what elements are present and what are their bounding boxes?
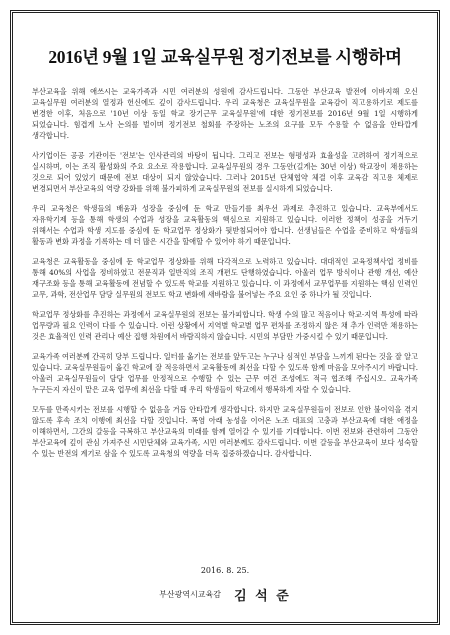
body-paragraph-1: 부산교육을 위해 애쓰시는 교육가족과 시민 여러분의 성원에 감사드립니다. 그동안 부산교육 발전에 이바지해 오신 교육실무원 여러분의 열정과 헌신에도 깊이 감사드립니다. 우리 교육청은 교육실무원을 교육감이 직고용하기로 제도를 변경한 이후, 처음으로 '10년 이상 동일 학교 장기근무 교육실무원'에 대한 정기전보를 2016년 9월 1일 시행하게 되었습니다. 힘겹게 노사 논의를 벌이며 정기전보 철회를 주장하는 노조의 요구를 모두 수용할 수 없음을 안타깝게 생각합니다. [32, 87, 418, 140]
letter-body [32, 86, 418, 468]
body-paragraph-4: 교육청은 교육활동을 중심에 둔 학교업무 정상화를 위해 다각적으로 노력하고 있습니다. 대대적인 교육정책사업 정비를 통해 40%의 사업을 정비하였고 전문직과 일반직의 조직 개편도 단행하였습니다. 아울러 업무 방식이나 관행 개선, 예산 재구조화 등을 통해 교육활동에 전념할 수 있도록 학교를 지원하고 있습니다. 이 과정에서 교무업무를 지원하는 핵심 인력인 교무, 과학, 전산업무 담당 실무원의 전보도 학교 변화에 새바람을 불어넣는 주요 요인 중 하나가 될 것입니다. [32, 257, 418, 299]
body-paragraph-5: 학교업무 정상화를 추진하는 과정에서 교육실무원의 전보는 불가피합니다. 학생 수의 많고 적음이나 학교·지역 특성에 따라 업무량과 필요 인력이 다를 수 있습니다. 이런 상황에서 지역별 학교별 업무 편차를 조정하지 않은 채 추가 인력만 채용하는 것은 효율적인 인력 관리나 예산 집행 차원에서 바람직하지 않습니다. 시민의 부담만 가중시킬 수 있기 때문입니다. [32, 310, 418, 341]
body-paragraph-2: 사기업이든 공공 기관이든 '전보'는 인사관리의 바탕이 됩니다. 그리고 전보는 형평성과 효율성을 고려하여 정기적으로 실시하며, 이는 조직 활성화의 주요 요소로 작용합니다. 교육실무원의 경우 그동안(길게는 30년 이상) 학교장이 채용하는 것으로 되어 있었기 때문에 전보 대상이 되지 않았습니다. 그러나 2015년 단체협약 체결 이후 교육감 직고용 체제로 변경되면서 부산교육의 역량 강화를 위해 불가피하게 교육실무원의 전보를 실시하게 되었습니다. [32, 151, 418, 193]
body-paragraph-6: 교육가족 여러분께 간곡히 당부 드립니다. 일터를 옮기는 전보를 앞두고는 누구나 심적인 부담을 느끼게 된다는 것을 잘 알고 있습니다. 교육실무원들이 옮긴 학교에 잘 적응하면서 교육활동에 최선을 다할 수 있도록 함께 마음을 모아주시기 바랍니다. 아울러 교육실무원들이 담당 업무를 안정적으로 수행할 수 있는 근무 여건 조성에도 적극 협조해 주십시오. 교육가족 누구든지 자신이 맡은 교육 업무에 최선을 다할 때 우리 학생들이 학교에서 행복하게 자랄 수 있습니다. [32, 352, 419, 394]
signer-name: 김 석 준 [234, 589, 291, 604]
signature-block [0, 584, 450, 604]
body-paragraph-3: 우리 교육청은 학생들의 배움과 성장을 중심에 둔 학교 만들기를 최우선 과제로 추진하고 있습니다. 교육부에서도 자유학기제 등을 통해 학생의 수업과 성장을 교육활동의 핵심으로 지원하고 있습니다. 이러한 정책이 성공을 거두기 위해서는 수업과 학생 지도를 중심에 둔 학교업무 정상화가 뒷받침되어야 합니다. 선생님들은 수업을 준비하고 학생들의 활동과 변화 과정을 기록하는 데 더 많은 시간을 할애할 수 있어야 하기 때문입니다. [32, 204, 418, 246]
body-paragraph-7: 모두를 만족시키는 전보를 시행할 수 없음을 거듭 안타깝게 생각합니다. 하지만 교육실무원들이 전보로 인한 불이익을 겪지 않도록 후속 조치 이행에 최선을 다할 것입니다. 폭염 아래 농성을 이어온 노조 대표의 고충과 부산교육에 대한 애정을 이해하면서, 그간의 갈등을 극복하고 부산교육의 미래를 함께 열어갈 수 있기를 기대합니다. 이번 전보와 관련하여 그동안 부산교육에 깊이 관심 가져주신 시민단체와 교육가족, 시민 여러분께도 감사드립니다. 이번 갈등을 부산교육이 보다 성숙할 수 있는 반전의 계기로 삼을 수 있도록 교육청의 역량을 더욱 집중하겠습니다. 감사합니다. [32, 405, 418, 458]
document-title: 2016년 9월 1일 교육실무원 정기전보를 시행하며 [48, 47, 402, 67]
sender-title: 부산광역시교육감 [159, 590, 221, 599]
letter-date: 2016. 8. 25. [200, 566, 250, 575]
